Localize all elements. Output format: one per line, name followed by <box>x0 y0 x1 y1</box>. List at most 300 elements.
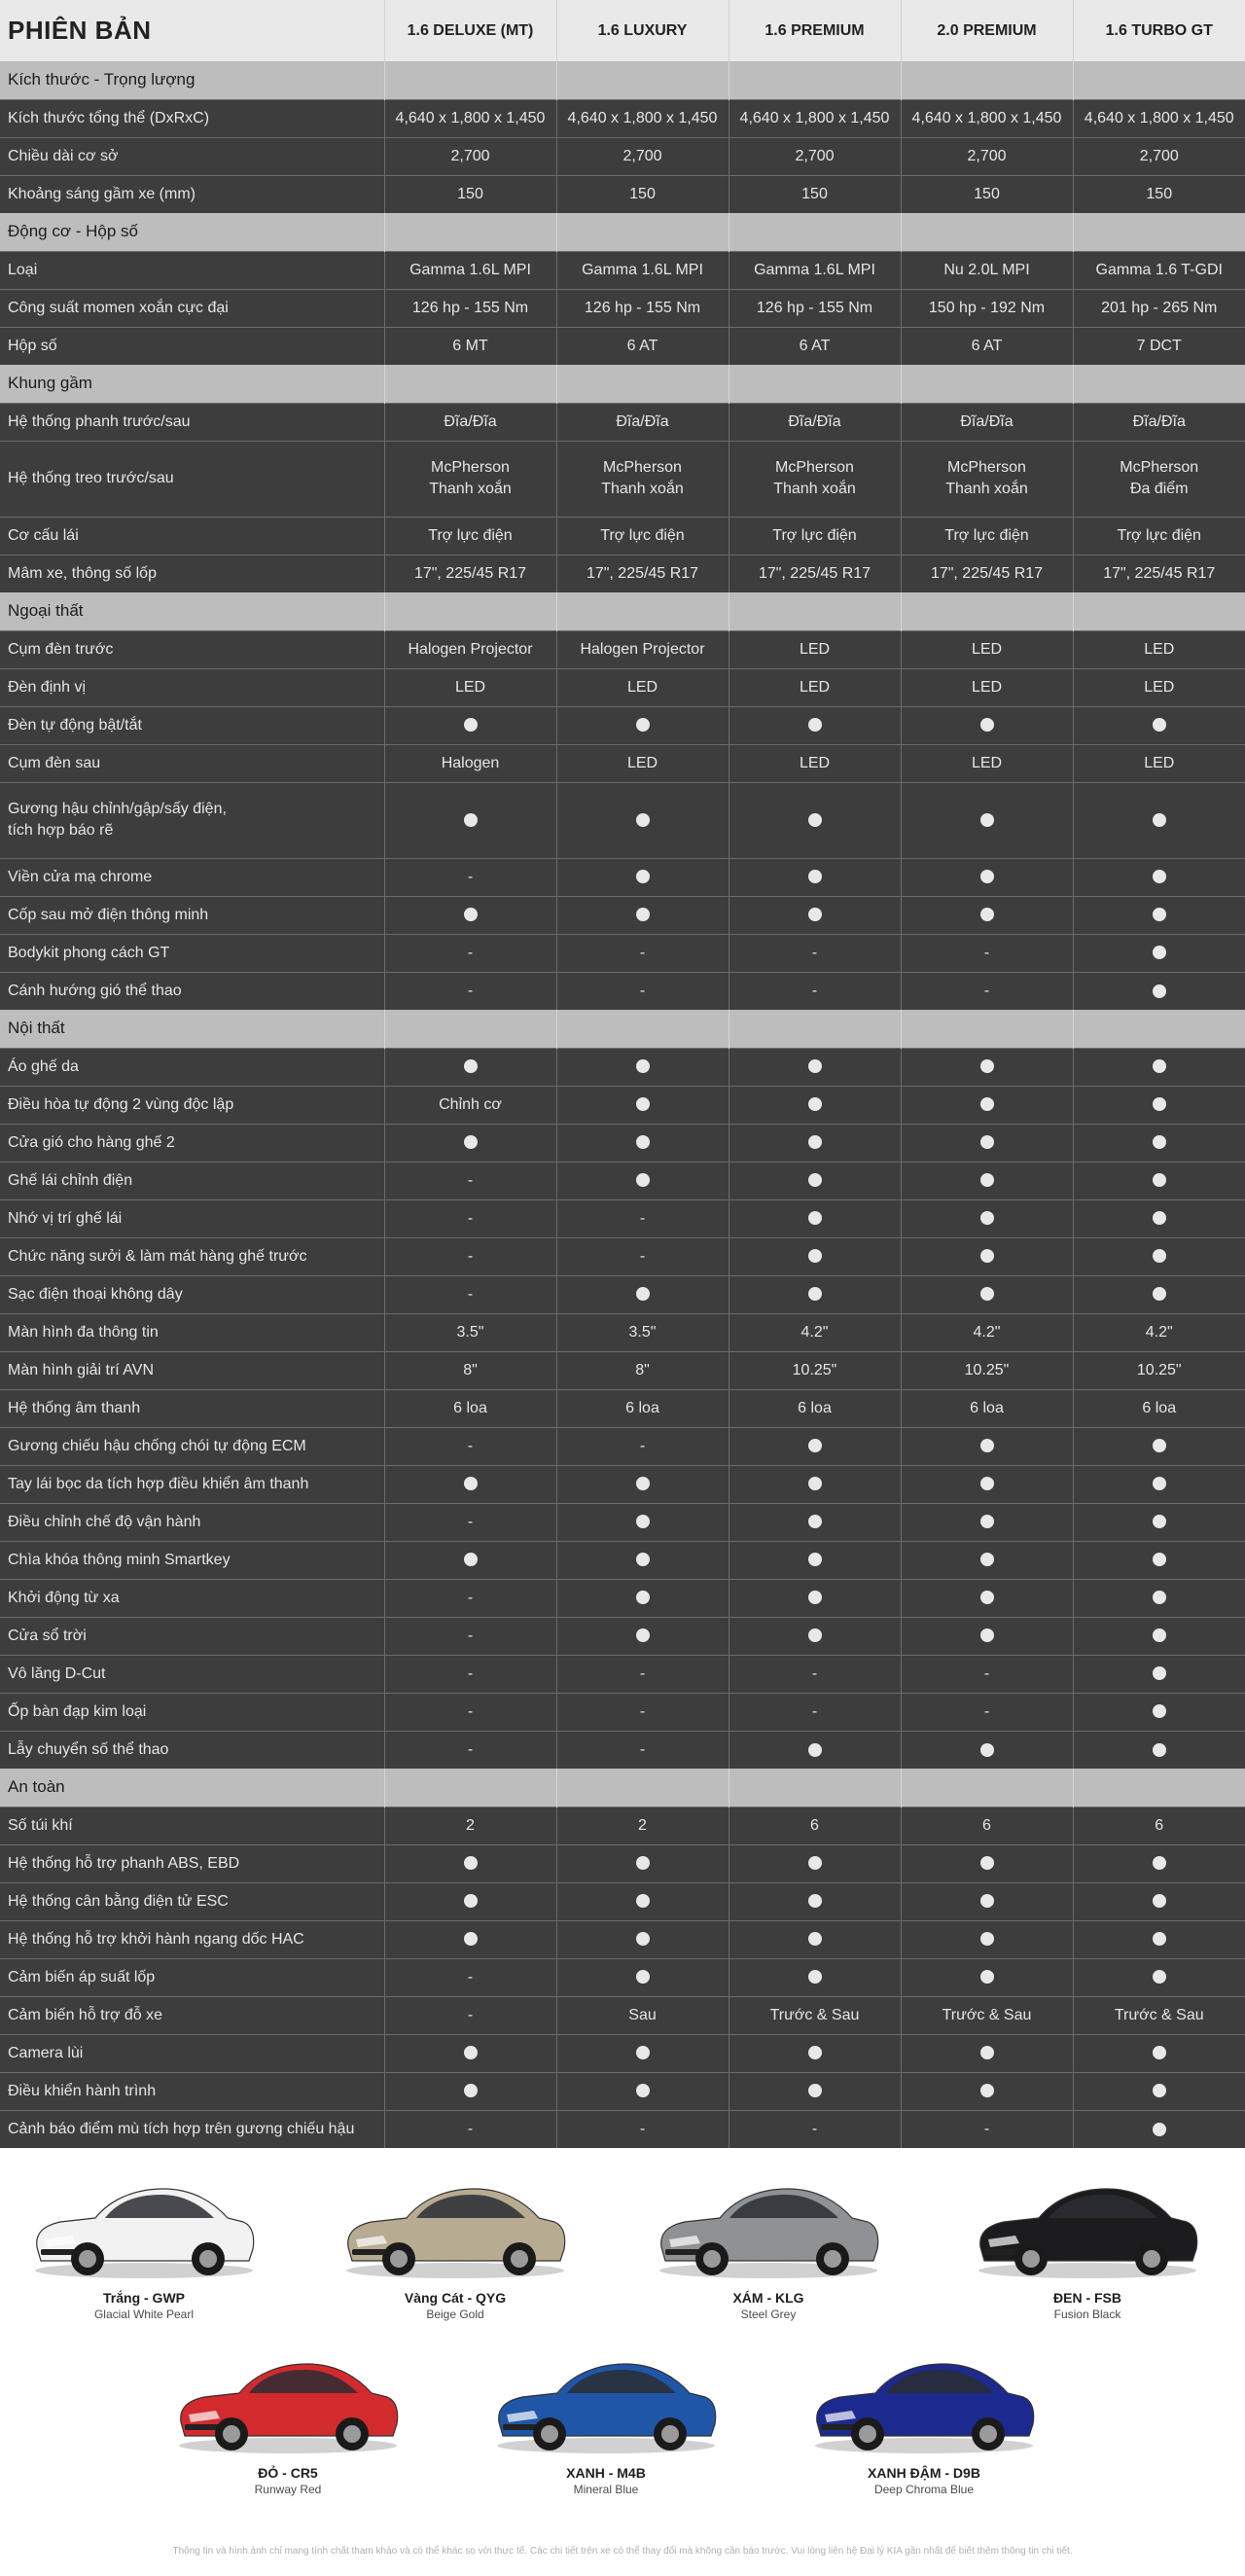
color-name: Steel Grey <box>740 2308 797 2321</box>
table-row <box>0 1844 1245 1882</box>
spec-value: Đĩa/Đĩa <box>384 403 556 441</box>
section-spacer <box>384 365 556 403</box>
feature-included-icon <box>901 1731 1073 1769</box>
dot-icon <box>1153 1287 1166 1301</box>
spec-value: 150 hp - 192 Nm <box>901 289 1073 327</box>
spec-value: 4.2" <box>1073 1313 1245 1351</box>
feature-included-icon <box>729 782 901 858</box>
table-row <box>0 2034 1245 2072</box>
feature-included-icon <box>729 1086 901 1124</box>
color-option <box>642 2167 895 2321</box>
dot-icon <box>636 2046 650 2059</box>
dot-icon <box>1153 1477 1166 1490</box>
feature-included-icon <box>1073 1237 1245 1275</box>
spec-value: - <box>556 972 729 1010</box>
feature-included-icon <box>901 1048 1073 1086</box>
dot-icon <box>808 1097 822 1111</box>
dot-icon <box>808 1249 822 1263</box>
spec-value: McPherson Thanh xoắn <box>901 441 1073 517</box>
spec-value: 2,700 <box>384 137 556 175</box>
spec-value: 10.25" <box>901 1351 1073 1389</box>
dot-icon <box>808 1439 822 1452</box>
dot-icon <box>980 1135 994 1149</box>
dot-icon <box>636 1628 650 1642</box>
feature-included-icon <box>1073 706 1245 744</box>
color-option <box>798 2343 1050 2496</box>
feature-included-icon <box>729 1579 901 1617</box>
section-spacer <box>729 61 901 99</box>
feature-included-icon <box>1073 1086 1245 1124</box>
feature-included-icon <box>556 2034 729 2072</box>
dot-icon <box>808 718 822 732</box>
dot-icon <box>980 1173 994 1187</box>
feature-included-icon <box>1073 1617 1245 1655</box>
table-row <box>0 1048 1245 1086</box>
spec-value: Trợ lực điện <box>384 517 556 555</box>
spec-value: Trợ lực điện <box>1073 517 1245 555</box>
feature-included-icon <box>729 1124 901 1162</box>
table-row <box>0 972 1245 1010</box>
spec-value: 6 loa <box>384 1389 556 1427</box>
dot-icon <box>808 1553 822 1566</box>
feature-included-icon <box>1073 934 1245 972</box>
row-label: Áo ghế da <box>0 1048 384 1086</box>
row-label: Điều khiển hành trình <box>0 2072 384 2110</box>
dot-icon <box>1153 1135 1166 1149</box>
table-row <box>0 934 1245 972</box>
feature-included-icon <box>556 1958 729 1996</box>
color-name: Beige Gold <box>426 2308 484 2321</box>
section-spacer <box>1073 61 1245 99</box>
spec-value: - <box>556 1693 729 1731</box>
feature-included-icon <box>556 1162 729 1199</box>
spec-value: - <box>556 934 729 972</box>
section-spacer <box>1073 1769 1245 1807</box>
table-row <box>0 1465 1245 1503</box>
feature-included-icon <box>1073 896 1245 934</box>
spec-value: - <box>384 1199 556 1237</box>
spec-value: - <box>384 1693 556 1731</box>
feature-included-icon <box>1073 1541 1245 1579</box>
dot-icon <box>980 1932 994 1946</box>
dot-icon <box>464 718 478 732</box>
feature-included-icon <box>384 1541 556 1579</box>
spec-value: LED <box>901 744 1073 782</box>
dot-icon <box>980 1591 994 1604</box>
table-row <box>0 1275 1245 1313</box>
dot-icon <box>1153 1553 1166 1566</box>
color-option <box>329 2167 582 2321</box>
feature-included-icon <box>556 2072 729 2110</box>
dot-icon <box>808 1591 822 1604</box>
dot-icon <box>980 2046 994 2059</box>
dot-icon <box>808 1135 822 1149</box>
spec-value: - <box>384 1503 556 1541</box>
feature-included-icon <box>1073 1465 1245 1503</box>
color-name: Runway Red <box>254 2483 322 2496</box>
spec-value: 2,700 <box>1073 137 1245 175</box>
row-label: Cửa gió cho hàng ghế 2 <box>0 1124 384 1162</box>
spec-value: 17", 225/45 R17 <box>901 555 1073 592</box>
spec-value: - <box>384 2110 556 2148</box>
table-row <box>0 1199 1245 1237</box>
spec-value: 3.5" <box>384 1313 556 1351</box>
dot-icon <box>464 1553 478 1566</box>
dot-icon <box>808 2084 822 2097</box>
dot-icon <box>808 1856 822 1870</box>
section-spacer <box>1073 213 1245 251</box>
row-label: Hệ thống treo trước/sau <box>0 441 384 517</box>
table-row <box>0 289 1245 327</box>
feature-included-icon <box>729 1731 901 1769</box>
feature-included-icon <box>729 1503 901 1541</box>
dot-icon <box>1153 1249 1166 1263</box>
spec-value: - <box>556 1237 729 1275</box>
feature-included-icon <box>1073 1048 1245 1086</box>
dot-icon <box>1153 1894 1166 1908</box>
spec-value: - <box>556 1655 729 1693</box>
color-code: Trắng - GWP <box>103 2290 185 2306</box>
table-row <box>0 1124 1245 1162</box>
table-row <box>0 1237 1245 1275</box>
feature-included-icon <box>729 706 901 744</box>
row-label: Sạc điện thoại không dây <box>0 1275 384 1313</box>
spec-value: - <box>556 1731 729 1769</box>
section-title: Ngoại thất <box>0 592 384 630</box>
feature-included-icon <box>1073 782 1245 858</box>
row-label: Kích thước tổng thể (DxRxC) <box>0 99 384 137</box>
feature-included-icon <box>901 1617 1073 1655</box>
table-row <box>0 1162 1245 1199</box>
dot-icon <box>980 1628 994 1642</box>
row-label: Gương hậu chỉnh/gập/sấy điện, tích hợp báo rẽ <box>0 782 384 858</box>
spec-value: 17", 225/45 R17 <box>556 555 729 592</box>
row-label: Cụm đèn trước <box>0 630 384 668</box>
feature-included-icon <box>1073 1655 1245 1693</box>
spec-value: LED <box>556 668 729 706</box>
feature-included-icon <box>384 1882 556 1920</box>
table-title: PHIÊN BẢN <box>0 0 384 61</box>
feature-included-icon <box>556 1579 729 1617</box>
dot-icon <box>464 1059 478 1073</box>
feature-included-icon <box>1073 1693 1245 1731</box>
dot-icon <box>1153 1173 1166 1187</box>
table-row <box>0 1503 1245 1541</box>
dot-icon <box>808 1287 822 1301</box>
spec-value: Đĩa/Đĩa <box>1073 403 1245 441</box>
section-header <box>0 592 1245 630</box>
car-image <box>171 2343 405 2459</box>
dot-icon <box>808 1628 822 1642</box>
section-spacer <box>901 1769 1073 1807</box>
row-label: Hệ thống âm thanh <box>0 1389 384 1427</box>
row-label: Cảnh báo điểm mù tích hợp trên gương chiếu hậu <box>0 2110 384 2148</box>
spec-value: - <box>384 858 556 896</box>
spec-value: McPherson Thanh xoắn <box>556 441 729 517</box>
feature-included-icon <box>1073 2072 1245 2110</box>
feature-included-icon <box>729 858 901 896</box>
dot-icon <box>636 1515 650 1528</box>
spec-value: 6 loa <box>901 1389 1073 1427</box>
spec-value: Gamma 1.6L MPI <box>384 251 556 289</box>
spec-value: 6 loa <box>556 1389 729 1427</box>
car-image <box>652 2167 885 2284</box>
dot-icon <box>980 813 994 827</box>
spec-value: 2,700 <box>556 137 729 175</box>
spec-value: 17", 225/45 R17 <box>384 555 556 592</box>
spec-value: 10.25" <box>1073 1351 1245 1389</box>
dot-icon <box>808 1059 822 1073</box>
dot-icon <box>1153 2123 1166 2136</box>
spec-value: LED <box>901 668 1073 706</box>
table-row <box>0 1427 1245 1465</box>
spec-value: - <box>901 1655 1073 1693</box>
dot-icon <box>1153 1097 1166 1111</box>
spec-value: 150 <box>901 175 1073 213</box>
table-row <box>0 441 1245 517</box>
color-code: ĐEN - FSB <box>1053 2290 1121 2306</box>
dot-icon <box>808 1211 822 1225</box>
row-label: Hệ thống phanh trước/sau <box>0 403 384 441</box>
feature-included-icon <box>729 1617 901 1655</box>
feature-included-icon <box>729 2072 901 2110</box>
spec-value: 17", 225/45 R17 <box>729 555 901 592</box>
dot-icon <box>980 1097 994 1111</box>
table-row <box>0 1996 1245 2034</box>
dot-icon <box>1153 1856 1166 1870</box>
car-image <box>489 2343 723 2459</box>
feature-included-icon <box>729 1958 901 1996</box>
table-row <box>0 1086 1245 1124</box>
spec-value: - <box>384 1427 556 1465</box>
spec-value: 4,640 x 1,800 x 1,450 <box>1073 99 1245 137</box>
spec-value: McPherson Thanh xoắn <box>729 441 901 517</box>
dot-icon <box>636 1097 650 1111</box>
section-spacer <box>901 1010 1073 1048</box>
dot-icon <box>636 2084 650 2097</box>
row-label: Điều hòa tự động 2 vùng độc lập <box>0 1086 384 1124</box>
feature-included-icon <box>901 1465 1073 1503</box>
spec-value: LED <box>901 630 1073 668</box>
spec-value: 201 hp - 265 Nm <box>1073 289 1245 327</box>
section-spacer <box>901 365 1073 403</box>
table-row <box>0 2072 1245 2110</box>
row-label: Màn hình giải trí AVN <box>0 1351 384 1389</box>
dot-icon <box>1153 1666 1166 1680</box>
spec-value: 126 hp - 155 Nm <box>556 289 729 327</box>
spec-value: LED <box>1073 630 1245 668</box>
spec-value: Trước & Sau <box>901 1996 1073 2034</box>
feature-included-icon <box>556 1465 729 1503</box>
spec-value: 6 <box>901 1807 1073 1844</box>
spec-value: 7 DCT <box>1073 327 1245 365</box>
feature-included-icon <box>556 1617 729 1655</box>
section-spacer <box>384 213 556 251</box>
spec-value: 4.2" <box>901 1313 1073 1351</box>
spec-value: LED <box>384 668 556 706</box>
row-label: Khởi động từ xa <box>0 1579 384 1617</box>
spec-value: Đĩa/Đĩa <box>556 403 729 441</box>
dot-icon <box>980 1287 994 1301</box>
feature-included-icon <box>1073 1958 1245 1996</box>
row-label: Cơ cấu lái <box>0 517 384 555</box>
feature-included-icon <box>901 1162 1073 1199</box>
dot-icon <box>808 870 822 883</box>
dot-icon <box>980 718 994 732</box>
feature-included-icon <box>901 1579 1073 1617</box>
spec-value: 8" <box>556 1351 729 1389</box>
color-code: ĐỎ - CR5 <box>258 2465 318 2481</box>
spec-value: 10.25" <box>729 1351 901 1389</box>
row-label: Nhớ vị trí ghế lái <box>0 1199 384 1237</box>
spec-value: 6 AT <box>556 327 729 365</box>
spec-value: - <box>384 972 556 1010</box>
car-image <box>807 2343 1041 2459</box>
spec-body <box>0 61 1245 2148</box>
color-option <box>161 2343 414 2496</box>
row-label: Đèn định vị <box>0 668 384 706</box>
spec-value: LED <box>556 744 729 782</box>
dot-icon <box>980 870 994 883</box>
spec-value: LED <box>729 630 901 668</box>
spec-value: LED <box>729 744 901 782</box>
table-row <box>0 1313 1245 1351</box>
row-label: Hệ thống hỗ trợ phanh ABS, EBD <box>0 1844 384 1882</box>
table-row <box>0 137 1245 175</box>
section-spacer <box>729 1769 901 1807</box>
row-label: Chìa khóa thông minh Smartkey <box>0 1541 384 1579</box>
dot-icon <box>636 1932 650 1946</box>
car-image <box>971 2167 1204 2284</box>
feature-included-icon <box>729 1465 901 1503</box>
dot-icon <box>980 1439 994 1452</box>
spec-value: Trước & Sau <box>729 1996 901 2034</box>
feature-included-icon <box>1073 1124 1245 1162</box>
dot-icon <box>980 1743 994 1757</box>
table-row <box>0 1655 1245 1693</box>
spec-value: - <box>901 1693 1073 1731</box>
section-title: Kích thước - Trọng lượng <box>0 61 384 99</box>
row-label: Hệ thống cân bằng điện tử ESC <box>0 1882 384 1920</box>
feature-included-icon <box>384 782 556 858</box>
spec-value: - <box>556 1199 729 1237</box>
dot-icon <box>636 813 650 827</box>
spec-value: - <box>729 1693 901 1731</box>
dot-icon <box>980 1515 994 1528</box>
feature-included-icon <box>384 896 556 934</box>
spec-value: Trợ lực điện <box>729 517 901 555</box>
version-header: 1.6 DELUXE (MT) <box>384 0 556 61</box>
spec-value: 6 loa <box>729 1389 901 1427</box>
table-row <box>0 517 1245 555</box>
section-spacer <box>1073 1010 1245 1048</box>
color-code: Vàng Cát - QYG <box>404 2290 507 2306</box>
row-label: Bodykit phong cách GT <box>0 934 384 972</box>
spec-value: 126 hp - 155 Nm <box>384 289 556 327</box>
spec-value: McPherson Đa điểm <box>1073 441 1245 517</box>
dot-icon <box>808 1932 822 1946</box>
feature-included-icon <box>729 1162 901 1199</box>
spec-value: 4,640 x 1,800 x 1,450 <box>729 99 901 137</box>
section-spacer <box>901 213 1073 251</box>
version-header: 1.6 TURBO GT <box>1073 0 1245 61</box>
feature-included-icon <box>1073 1503 1245 1541</box>
table-row <box>0 403 1245 441</box>
feature-included-icon <box>556 1086 729 1124</box>
dot-icon <box>464 1932 478 1946</box>
feature-included-icon <box>729 1048 901 1086</box>
feature-included-icon <box>901 1844 1073 1882</box>
spec-value: LED <box>1073 744 1245 782</box>
feature-included-icon <box>1073 2034 1245 2072</box>
feature-included-icon <box>556 706 729 744</box>
row-label: Hệ thống hỗ trợ khởi hành ngang dốc HAC <box>0 1920 384 1958</box>
table-row <box>0 1351 1245 1389</box>
feature-included-icon <box>901 896 1073 934</box>
header-row <box>0 0 1245 61</box>
spec-value: 2 <box>384 1807 556 1844</box>
feature-included-icon <box>1073 1920 1245 1958</box>
row-label: Cánh hướng gió thể thao <box>0 972 384 1010</box>
feature-included-icon <box>1073 2110 1245 2148</box>
table-row <box>0 896 1245 934</box>
feature-included-icon <box>1073 1162 1245 1199</box>
table-row <box>0 858 1245 896</box>
feature-included-icon <box>729 1427 901 1465</box>
color-option <box>961 2167 1214 2321</box>
spec-value: Gamma 1.6L MPI <box>729 251 901 289</box>
spec-value: 3.5" <box>556 1313 729 1351</box>
spec-value: - <box>556 2110 729 2148</box>
table-row <box>0 1731 1245 1769</box>
dot-icon <box>636 1287 650 1301</box>
spec-value: Đĩa/Đĩa <box>729 403 901 441</box>
color-code: XANH ĐẬM - D9B <box>868 2465 980 2481</box>
feature-included-icon <box>556 782 729 858</box>
dot-icon <box>1153 718 1166 732</box>
section-spacer <box>556 61 729 99</box>
dot-icon <box>636 1856 650 1870</box>
spec-value: - <box>901 2110 1073 2148</box>
feature-included-icon <box>556 858 729 896</box>
feature-included-icon <box>1073 1579 1245 1617</box>
feature-included-icon <box>1073 1199 1245 1237</box>
row-label: Chiều dài cơ sở <box>0 137 384 175</box>
spec-value: - <box>384 934 556 972</box>
spec-value: 150 <box>556 175 729 213</box>
spec-value: 17", 225/45 R17 <box>1073 555 1245 592</box>
dot-icon <box>1153 908 1166 921</box>
dot-icon <box>980 1553 994 1566</box>
feature-included-icon <box>729 1882 901 1920</box>
dot-icon <box>1153 813 1166 827</box>
table-row <box>0 1541 1245 1579</box>
table-row <box>0 1693 1245 1731</box>
feature-included-icon <box>901 2072 1073 2110</box>
spec-value: 6 <box>729 1807 901 1844</box>
spec-value: - <box>729 2110 901 2148</box>
table-row <box>0 706 1245 744</box>
row-label: Camera lùi <box>0 2034 384 2072</box>
section-spacer <box>1073 365 1245 403</box>
dot-icon <box>464 908 478 921</box>
dot-icon <box>1153 1932 1166 1946</box>
row-label: Cảm biến áp suất lốp <box>0 1958 384 1996</box>
spec-value: 2 <box>556 1807 729 1844</box>
spec-value: 4.2" <box>729 1313 901 1351</box>
feature-included-icon <box>384 1048 556 1086</box>
dot-icon <box>1153 1628 1166 1642</box>
